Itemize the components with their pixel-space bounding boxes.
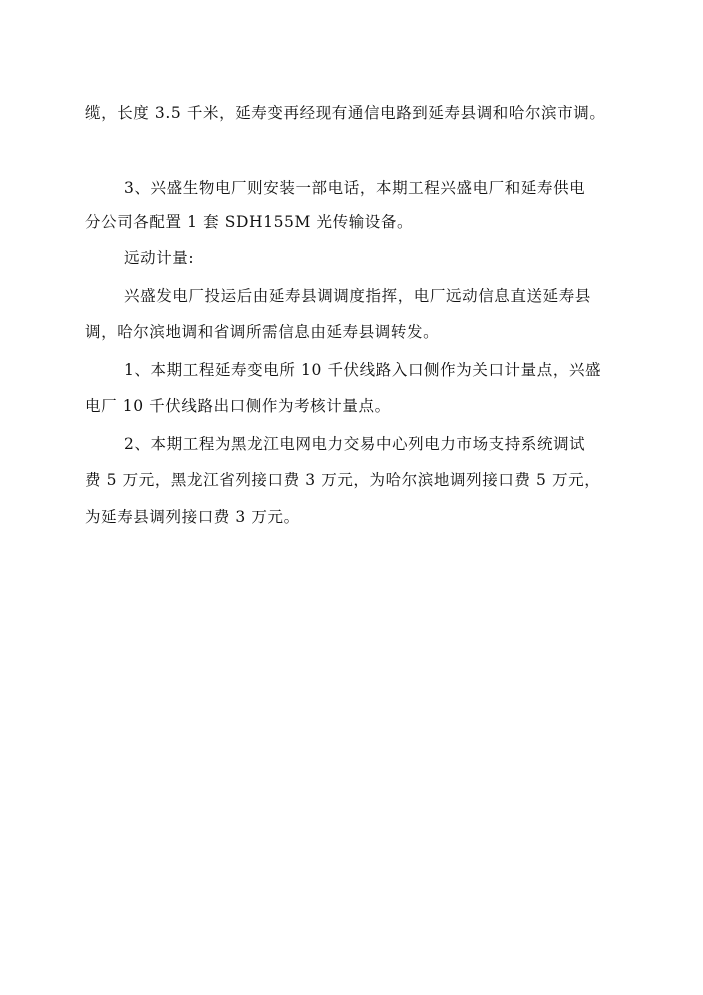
text-line-item-3-sdh: 分公司各配置 1 套 SDH155M 光传输设备。 [85,213,414,231]
text-line-item-1-assessment: 电厂 10 千伏线路出口侧作为考核计量点。 [85,397,391,415]
text-line-item-2-county-fee: 为延寿县调列接口费 3 万元。 [85,508,300,526]
text-line-cable-length: 缆，长度 3.5 千米，延寿变再经现有通信电路到延寿县调和哈尔滨市调。 [85,104,606,122]
text-line-dispatch-forward: 调，哈尔滨地调和省调所需信息由延寿县调转发。 [85,323,440,341]
text-line-item-2-fees: 费 5 万元，黑龙江省列接口费 3 万元，为哈尔滨地调列接口费 5 万元， [85,471,601,489]
text-line-item-2-debugging: 2、本期工程为黑龙江电网电力交易中心列电力市场支持系统调试 [124,435,586,453]
text-line-item-3-phone: 3、兴盛生物电厂则安装一部电话，本期工程兴盛电厂和延寿供电 [124,179,586,197]
text-line-dispatch: 兴盛发电厂投运后由延寿县调调度指挥，电厂远动信息直送延寿县 [124,287,591,305]
text-line-item-1-metering: 1、本期工程延寿变电所 10 千伏线路入口侧作为关口计量点，兴盛 [124,361,602,379]
section-heading-telemetry: 远动计量: [124,249,195,267]
